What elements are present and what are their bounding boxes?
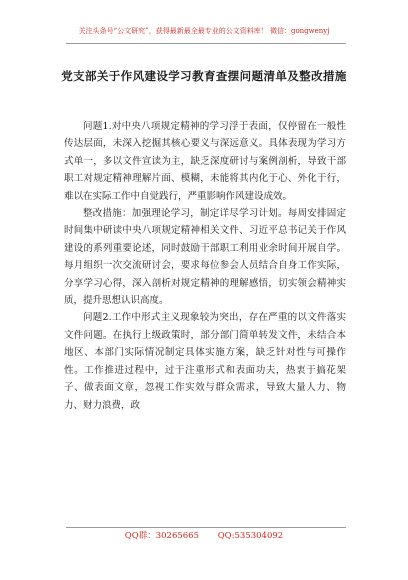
paragraph-rectification-measures: 整改措施：加强理论学习，制定详尽学习计划。每周安排固定时间集中研读中央八项规定精神相关文件、习近平总书记关于作风建设的系列重要论述，同时鼓励干部职工利用业余时间开展自学。每月组织一次交流研讨会，要求每位参会人员结合自身工作实际，分享学习心得，深入剖析对规定精神的理解感悟，切实领会精神实质，提升思想认识高度。 [64, 208, 346, 307]
footer-qq: QQ:535304092 [217, 531, 284, 541]
header-divider [66, 43, 346, 44]
paragraph-problem-2: 问题2.工作中形式主义现象较为突出，存在严重的以文件落实文件问题。在执行上级政策时，部分部门简单转发文件，未结合本地区、本部门实际情况制定具体实施方案，缺乏针对性与可操作性。工作推进过程中，过于注重形式和表面功夫，热衷于搞花架子、做表面文章，忽视工作实效与群众需求，导致大量人力、物力、财力浪费，政 [64, 312, 346, 411]
document-title: 党支部关于作风建设学习教育查摆问题清单及整改措施 [61, 69, 347, 83]
paragraph-problem-1: 问题1.对中央八项规定精神的学习浮于表面，仅停留在一般性传达层面，未深入挖掘其核心要义与深远意义。具体表现为学习方式单一，多以文件宣读为主，缺乏深度研讨与案例剖析，导致干部职工对规定精神理解片面、模糊，未能将其内化于心、外化于行，难以在实际工作中自觉践行，严重影响作风建设成效。 [64, 121, 346, 202]
document-body [64, 118, 346, 414]
footer-divider [66, 527, 346, 528]
header-promo-note: 关注头条号“公文研究”，获得最新最全最专业的公文资料库！ 微信：gongwenyj [78, 27, 330, 35]
footer-qq-group: QQ群：30265665 [124, 531, 199, 541]
footer-contact [0, 531, 408, 542]
